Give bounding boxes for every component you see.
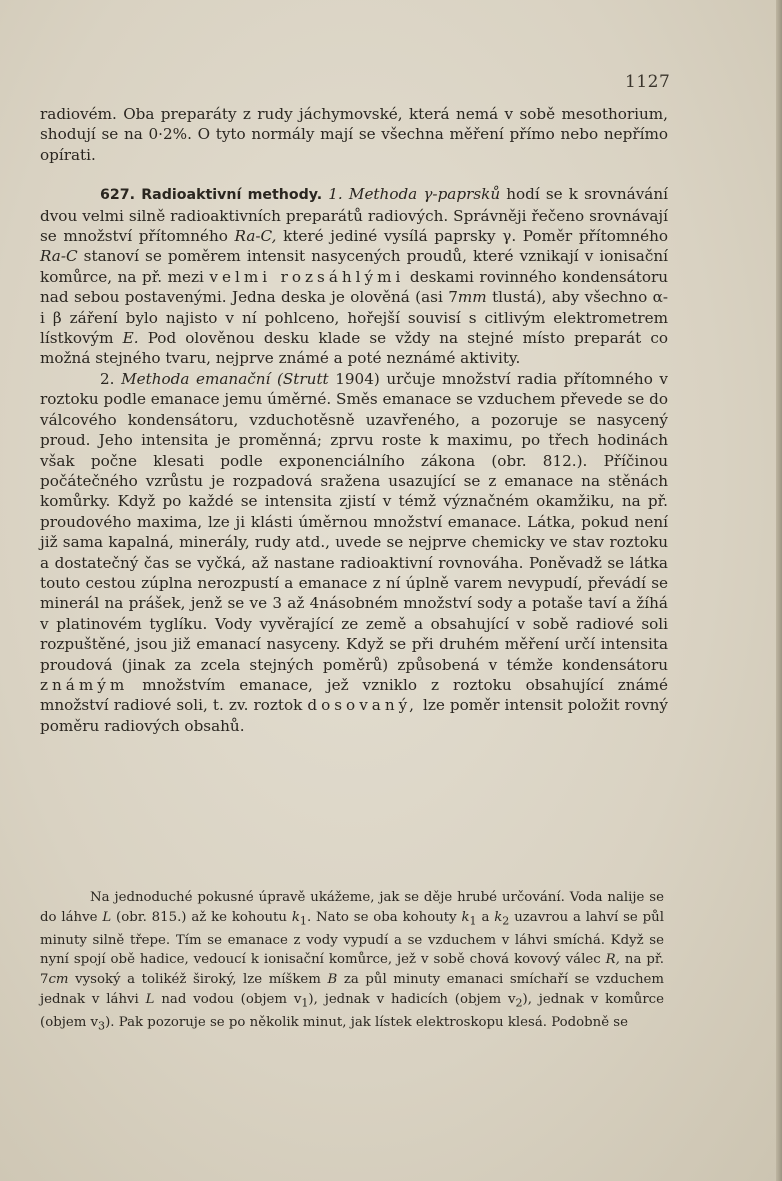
symbol-k: k [494,909,503,925]
symbol-ra-c: Ra-C [40,247,78,266]
spaced-emphasis: dosovaný, [307,696,418,715]
text-run: hodí se k srovnávání dvou velmi silně radioaktivních preparátů radiových. Správněji řečeno srovnávají se množství přítomného [40,185,668,246]
page-edge-shadow [776,0,782,1181]
text-run: Na jednoduché pokusné úpravě ukážeme, jak se děje hrubé určování. Voda nalije se do láhve [40,890,664,925]
symbol-k: k [461,909,470,925]
text-run: deskami rovinného kondensátoru nad sebou postavenými. Jedna deska je olověná (asi 7 [40,267,669,307]
method-title: Methoda γ-paprsků [348,185,501,204]
text-run: (obr. 815.) až ke kohoutu [116,909,287,925]
subscript: 3 [98,1019,106,1033]
author-name: (Strutt [276,369,329,388]
subscript: 1 [469,914,477,928]
text-run: ), jednak v hadicích (objem v [308,991,516,1007]
symbol-e: E. [122,329,139,348]
symbol-l: L [102,909,112,925]
method-number: 1. [328,185,343,204]
symbol-r: R, [605,952,620,968]
text-run: uzavrou a lahví se půl minuty silně třepe. Tím se emanace z vody vypudí a se vzduchem v láhvi smíchá. Když se nyní spojí obě hadice, vedoucí k ionisační komůrce, jež v sobě chová kovový válec [40,909,664,968]
text-run: které jediné vysílá paprsky γ. Poměr přítomného [283,227,669,246]
spaced-emphasis: známým [40,675,129,694]
text-run: ). Pak pozoruje se po několik minut, jak lístek elektroskopu klesá. Podobně se [105,1014,628,1030]
text-run: Pod olověnou desku klade se vždy na stejné místo preparát co možná stejného tvaru, nejprve známé a poté neznámé aktivity. [40,329,669,368]
text-run: za půl minuty emanaci smíchaří se vzduchem jednak v láhvi [40,972,664,1007]
symbol-k: k [291,909,300,925]
subscript: 2 [515,996,523,1010]
subscript: 1 [301,996,309,1010]
unit-mm: mm [457,288,487,307]
text-run: vysoký a tolikéž široký, lze míškem [75,972,321,988]
text-run: tlustá), aby všechno α- i β záření bylo najisto v ní pohlceno, hořejší souvisí s citlivým elektrometrem lístkovým [40,288,668,348]
symbol-b: B [327,972,338,988]
method-title: Methoda emanační [121,369,271,388]
text-run: lze poměr intensit položit rovný poměru radiových obsahů. [40,696,669,735]
unit-cm: cm [48,972,69,988]
paragraph-627 [40,184,668,369]
spaced-emphasis: velmi rozsáhlými [209,267,405,286]
text-run: stanoví se poměrem intensit nasycených proudů, které vznikají v ionisační komůrce, na př. mezi [40,247,668,286]
small-print-text [40,888,664,1036]
text-run: množstvím emanace, jež vzniklo z roztoku obsahující známé množství radiové soli, t. zv. roztok [40,675,669,715]
section-heading: 627. Radioaktivní methody. [100,187,323,204]
subscript: 2 [502,914,510,928]
text-run: . Nato se oba kohouty [306,909,457,925]
symbol-ra-c: Ra-C, [234,227,277,246]
page-number: 1127 [625,72,671,92]
main-text [40,104,668,736]
paragraph-experiment [40,888,664,1036]
text-run: a [481,909,490,925]
text-run: ), jednak v komůrce (objem v [40,991,664,1030]
subscript: 1 [299,914,307,928]
paragraph-intro: radiovém. Oba preparáty z rudy jáchymovské, která nemá v sobě mesothorium, shodují se na 0·2%. O tyto normály mají se všechna měření přímo nebo nepřímo opírati. [40,105,668,164]
text-run: nad vodou (objem v [161,991,302,1007]
paragraph-method-2 [40,369,668,736]
text-run: na př. 7 [40,952,664,988]
text-run: 1904) určuje množství radia přítomného v roztoku podle emanace jemu úměrné. Směs emanace se vzduchem převede se do válcového kondensátoru, vzduchotěsně uzavřeného, a pozoruje se nasycený proud. Jeho intensita je proměnná; zprvu roste k maximu, po třech hodinách však počne klesati podle exponenciálního zákona (obr. 812.). Příčinou počátečného vzrůstu je rozpadová sražena usazující se z emanace na stěnách komůrky. Když po každé se intensita zjistí v témž význačném okamžiku, na př. proudového maxima, lze ji klásti úměrnou množství emanace. Látka, pokud není již sama kapalná, minerály, rudy atd., uvede se nejprve chemicky ve stav roztoku a dostatečný čas se vyčká, až nastane radioaktivní rovnováha. Poněvadž se látka touto cestou zúplna nerozpustí a emanace z ní úplně varem nevypudí, převádí se minerál na prášek, jenž se ve 3 až 4násobném množství sody a potaše taví a žíhá v platinovém tyglíku. Vody vyvěrající ze země a obsahující v sobě radiové soli rozpuštěné, jsou již emanací nasyceny. Když se při druhém měření určí intensita proudová (jinak za zcela stejných poměrů) způsobená v témže kondensátoru [40,369,668,674]
symbol-l: L [145,991,155,1007]
method-number: 2. [100,369,115,388]
